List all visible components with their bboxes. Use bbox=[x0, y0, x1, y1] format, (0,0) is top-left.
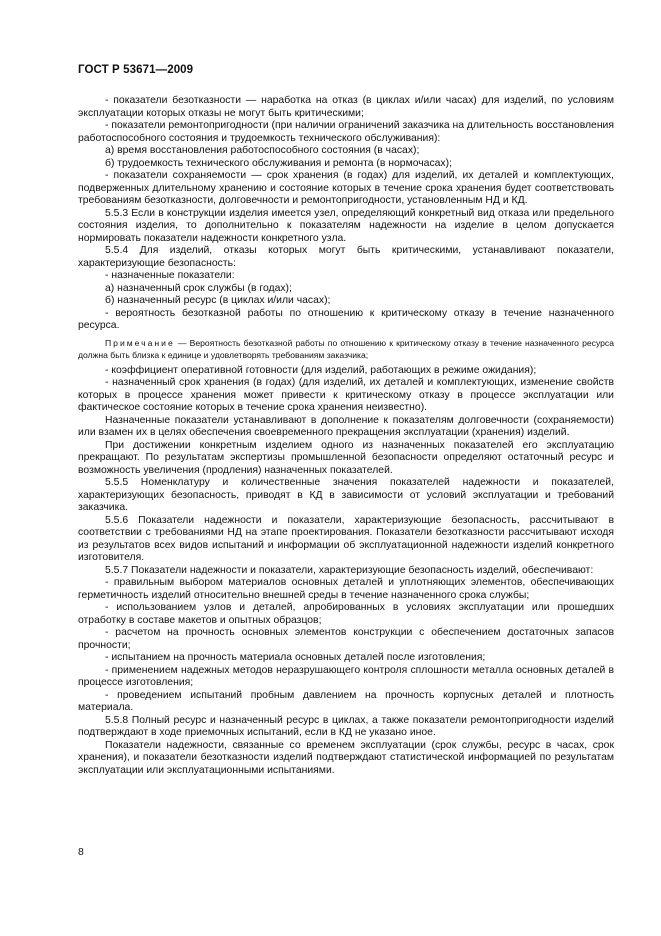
list-item: - назначенные показатели: bbox=[105, 270, 235, 281]
paragraph: Показатели надежности, связанные со временем эксплуатации (срок службы, ресурс в часах, срок хранения), и показатели безотказности изделий подтверждают статистической информацией по результатам эксплуатации или эксплуатационными испытаниями. bbox=[78, 739, 614, 776]
paragraph: - вероятность безотказной работы по отношению к критическому отказу в течение назначенного ресурса. bbox=[78, 307, 614, 331]
list-item: б) назначенный ресурс (в циклах и/или часах); bbox=[105, 295, 331, 306]
list-item: - испытанием на прочность материала основных деталей после изготовления; bbox=[105, 652, 486, 663]
section-5-5-3: 5.5.3 Если в конструкции изделия имеется узел, определяющий конкретный вид отказа или предельного состояния изделия, то дополнительно к показателям надежности на изделие в целом допускается нормировать показатели надежности конкретного узла. bbox=[78, 207, 614, 244]
note-label: Примечание bbox=[105, 337, 175, 348]
document-body bbox=[78, 95, 614, 777]
list-item: б) трудоемкость технического обслуживания и ремонта (в нормочасах); bbox=[105, 157, 452, 169]
list-item: - проведением испытаний пробным давлением на прочность корпусных деталей и плотность материала. bbox=[78, 689, 614, 713]
page-number: 8 bbox=[78, 846, 84, 858]
list-item: а) время восстановления работоспособного состояния (в часах); bbox=[105, 145, 420, 156]
list-item: а) назначенный срок службы (в годах); bbox=[105, 282, 292, 294]
note-text: — Вероятность безотказной работы по отношению к критическому отказу в течение назначенного ресурса должна быть близка к единице и удовлетворять требованиям заказчика; bbox=[78, 337, 614, 360]
document-header: ГОСТ Р 53671—2009 bbox=[78, 64, 194, 76]
paragraph: При достижении конкретным изделием одного из назначенных показателей его эксплуатацию прекращают. По результатам экспертизы промышленной безопасности определяют остаточный ресурс и возможность увеличения (продления) назначенных показателей. bbox=[78, 439, 614, 476]
list-item: - правильным выбором материалов основных деталей и уплотняющих элементов, обеспечивающих герметичность изделий относительно внешней среды в течение назначенного срока службы; bbox=[78, 577, 614, 601]
paragraph: - показатели безотказности — наработка на отказ (в циклах и/или часах) для изделий, по условиям эксплуатации которых отказы не могут быть критическими; bbox=[78, 95, 614, 119]
list-item: - расчетом на прочность основных элементов конструкции с обеспечением достаточных запасов прочности; bbox=[78, 627, 614, 651]
section-5-5-4: 5.5.4 Для изделий, отказы которых могут быть критическими, устанавливают показатели, характеризующие безопасность: bbox=[78, 245, 614, 269]
paragraph: - показатели сохраняемости — срок хранения (в годах) для изделий, их деталей и комплектующих, подверженных длительному хранению и состояние которых в течение срока хранения будет соответствовать требованиям безотказности, долговечности и ремонтопригодности, установленным НД и КД. bbox=[78, 170, 614, 206]
note bbox=[78, 337, 614, 361]
list-item: - использованием узлов и деталей, апробированных в условиях эксплуатации или прошедших отработку в составе макетов и опытных образцов; bbox=[78, 602, 614, 626]
paragraph: - показатели ремонтопригодности (при наличии ограничений заказчика на длительность восстановления работоспособного состояния и трудоемкость технического обслуживания): bbox=[78, 120, 614, 144]
paragraph: Назначенные показатели устанавливают в дополнение к показателям долговечности (сохраняемости) или взамен их в целях обеспечения своевременного прекращения эксплуатации (хранения) изделий. bbox=[78, 414, 614, 438]
section-5-5-5: 5.5.5 Номенклатуру и количественные значения показателей надежности и показателей, характеризующих безопасность, приводят в КД в зависимости от условий эксплуатации и требований заказчика. bbox=[78, 477, 614, 513]
list-item: - назначенный срок хранения (в годах) (для изделий, их деталей и комплектующих, изменение свойств которых в процессе хранения может привести к критическому отказу в процессе эксплуатации или фактическое состояние которых в течение срока хранения неизвестно). bbox=[78, 377, 614, 413]
section-5-5-6: 5.5.6 Показатели надежности и показатели, характеризующие безопасность, рассчитывают в соответствии с требованиями НД на этапе проектирования. Показатели безотказности рассчитывают исходя из результатов всех видов испытаний и информации об эксплуатационной надежности изделий конкретного изготовителя. bbox=[78, 514, 614, 563]
list-item: - применением надежных методов неразрушающего контроля сплошности металла основных деталей в процессе изготовления; bbox=[78, 664, 614, 688]
section-5-5-8: 5.5.8 Полный ресурс и назначенный ресурс в циклах, а также показатели ремонтопригодности изделий подтверждают в ходе приемочных испытаний, если в КД не указано иное. bbox=[78, 714, 614, 738]
list-item: - коэффициент оперативной готовности (для изделий, работающих в режиме ожидания); bbox=[105, 364, 537, 376]
section-5-5-7: 5.5.7 Показатели надежности и показатели, характеризующие безопасность изделий, обеспечивают: bbox=[105, 564, 594, 576]
